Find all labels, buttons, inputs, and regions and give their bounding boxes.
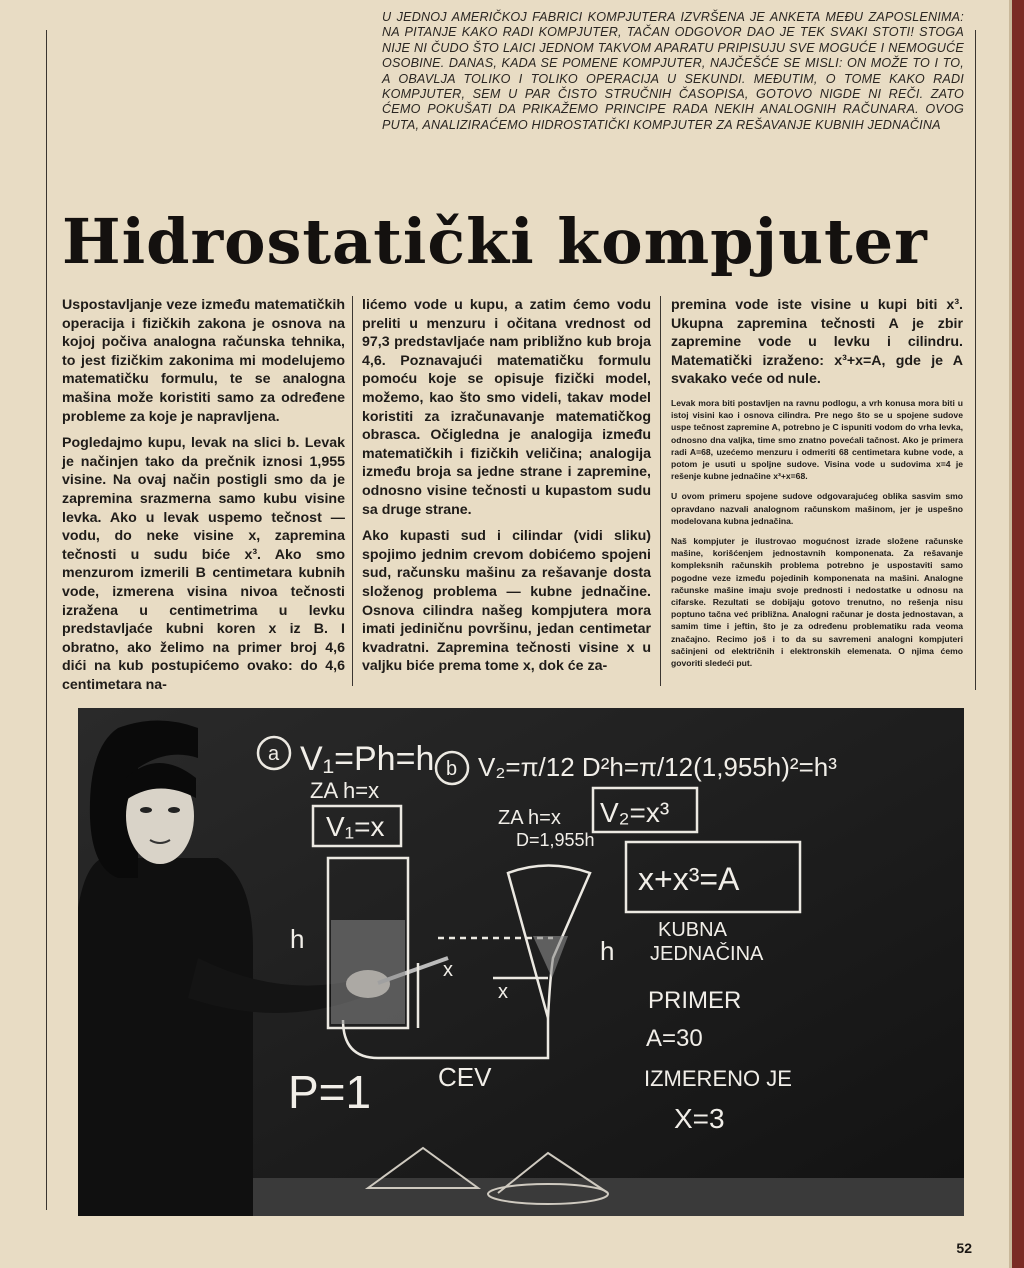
headline: Hidrostatički kompjuter	[62, 205, 928, 278]
chalk-text-item: b	[446, 758, 458, 780]
column-divider-1	[352, 296, 353, 686]
chalk-text-item: IZMERENO JE	[644, 1066, 792, 1091]
chalk-text-item: h	[290, 924, 305, 954]
paragraph: Pogledajmo kupu, levak na slici b. Levak je načinjen tako da prečnik iznosi 1,955 visine. Na ovaj način postigli smo da je zapremina srazmerna samo kubu visine levka. Ako u levak uspemo tečnost — vodu, do neke visine x, zapremina tečnosti u sudu biće x³. Ako smo menzurom izmerili B centimetara kubnih vode, izmerena visina nivoa tečnosti izražena u centimetrima u levku predstavljaće kubni koren x iz B. I obratno, ako želimo na primer broj 4,6 dići na kub postupićemo ovako: do 4,6 centimetara na-	[62, 435, 345, 693]
left-rule	[46, 30, 47, 1210]
cylinder-water	[331, 920, 405, 1024]
chalk-text-item: x	[498, 981, 508, 1003]
article-column-1	[62, 296, 345, 702]
blackboard-photo	[78, 708, 964, 1216]
page-edge-shadow	[1009, 0, 1012, 1268]
small-paragraph: Levak mora biti postavljen na ravnu podlogu, a vrh konusa mora biti u istoj visini kao i osnova cilindra. Pre nego što se u spojene sudove uspe tečnost zapremine A, potrebno je C ispuniti vodom do vrha levka, odnosno dna valjka, time smo znatno povećali tačnost. Ako je primera radi A=68, uzećemo menzuru i odmeriti 68 centimetara kubne vode, a potom je usuti u spoljne sudove. Visina vode u sudovima x=4 je rešenje kubne jednačine x³+x=68.	[671, 397, 963, 482]
binding-edge	[1012, 0, 1024, 1268]
paragraph: Uspostavljanje veze između matematičkih operacija i fizičkih zakona je osnova na kojoj počiva analogna računska tehnika, to jest fizičkim zakonima mi modelujemo matematičku formulu, te se analogna mašina može koristiti samo za određene probleme za koje je napravljena.	[62, 297, 345, 425]
column-divider-2	[660, 296, 661, 686]
chalk-text-item: CEV	[438, 1062, 492, 1092]
chalk-text-item: KUBNA	[658, 919, 727, 941]
chalk-text-item: PRIMER	[648, 987, 742, 1014]
paragraph: lićemo vode u kupu, a zatim ćemo vodu preliti u menzuru i očitana vrednost od 97,3 predstavljaće nam približno kub broja 4,6. Poznavajući matematičku formulu pomoću koje se opisuje fizički model, možemo, kao što smo videli, takav model koristiti za izračunavanje matematičkog obrasca. Očigledna je analogija između matematičkih i fizičkih veličina; analogija između broja sa jedne strane i zapremine, odnosno visine tečnosti u kupastom sudu sa druge strane.	[362, 297, 651, 518]
intro-paragraph: U JEDNOJ AMERIČKOJ FABRICI KOMPJUTERA IZVRŠENA JE ANKETA MEĐU ZAPOSLENIMA: NA PITANJE KAKO RADI KOMPJUTER, TAČAN ODGOVOR DAO JE TEK SVAKI STOTI! STOGA NIJE NI ČUDO ŠTO LAICI JEDNOM TAKVOM APARATU PRIPISUJU SVE MOGUĆE I NEMOGUĆE OSOBINE. DANAS, KADA SE POMENE KOMPJUTER, NAJČEŠĆE SE MISLI: ON MOŽE TO I TO, A OBAVLJA TOLIKO I TOLIKO OPERACIJA U SEKUNDI. MEĐUTIM, O TOME KAKO RADI KOMPJUTER, SEM U PAR ČISTO STRUČNIH ČASOPISA, GOTOVO NIGDE NI REČI. ZATO ĆEMO POKUŠATI DA PRIKAŽEMO PRINCIPE RADA NEKIH ANALOGNIH RAČUNARA. OVOG PUTA, ANALIZIRAĆEMO HIDROSTATIČKI KOMPJUTER ZA REŠAVANJE KUBNIH JEDNAČINA	[382, 10, 964, 132]
chalk-text-item: V₂=π/12 D²h=π/12(1,955h)²=h³	[478, 752, 837, 782]
chalk-text-item: X=3	[674, 1103, 725, 1134]
chalk-text-item: h	[600, 936, 615, 966]
photo-illustration	[78, 708, 964, 1216]
chalk-text-item: ZA h=x	[310, 778, 380, 803]
chalk-text-item: A=30	[646, 1025, 703, 1052]
chalk-text-item: V₁=Ph=h	[300, 740, 435, 778]
small-paragraph: Naš kompjuter je ilustrovao mogućnost izrade složene računske mašine, korišćenjem jednostavnih komponenata. Za rešavanje kompleksnih računskih problema potrebno je uspostaviti samo pogodne veze između pojedinih komponenata na mašini. Analogne računske mašine imaju svoje prednosti i nedostatke u odnosu na cifarske. Rezultati se dobijaju gotovo trenutno, no rešenja nisu poptuno tačna već približna. Analogni računar je dosta jednostavan, a samim time i jeftin, što je za određenu problematiku rada veoma značajno. Recimo još i to da su savremeni analogni kompjuteri sačinjeni od električnih i elektronskih elemenata. O njima ćemo govoriti sledeći put.	[671, 536, 963, 669]
paragraph: Ako kupasti sud i cilindar (vidi sliku) spojimo jednim crevom dobićemo spojeni sud, računsku mašinu za rešavanje dosta složenog problema — kubne jednačine. Osnova cilindra našeg kompjutera mora imati jediničnu površinu, jedan centimetar kvadratni. Zapremina tečnosti visine x u valjku biće prema tome x, dok će za-	[362, 528, 651, 675]
chalk-text-item: ZA h=x	[498, 807, 561, 829]
page-number: 52	[956, 1240, 972, 1256]
small-paragraph: U ovom primeru spojene sudove odgovarajućeg oblika sasvim smo opravdano nazvali analognom računskom mašinom, jer je uspešno modelovana kubna jednačina.	[671, 491, 963, 526]
chalk-text-item: x	[443, 959, 453, 981]
article-column-2	[362, 296, 651, 684]
chalk-text-item: V₂=x³	[600, 797, 670, 828]
chalk-text-item: a	[268, 743, 280, 765]
right-rule	[975, 30, 976, 690]
chalk-text-item: V₁=x	[326, 811, 385, 842]
chalk-text-item: D=1,955h	[516, 830, 595, 850]
article-column-3	[671, 296, 963, 677]
chalk-text-item: JEDNAČINA	[650, 943, 764, 965]
chalk-text-item: P=1	[288, 1066, 372, 1118]
chalk-text-item: x+x³=A	[638, 861, 740, 897]
paragraph: premina vode iste visine u kupi biti x³. Ukupna zapremina tečnosti A je zbir zapremine vode u levku i cilindru. Matematički izraženo: x³+x=A, gde je A svakako veće od nule.	[671, 297, 963, 388]
